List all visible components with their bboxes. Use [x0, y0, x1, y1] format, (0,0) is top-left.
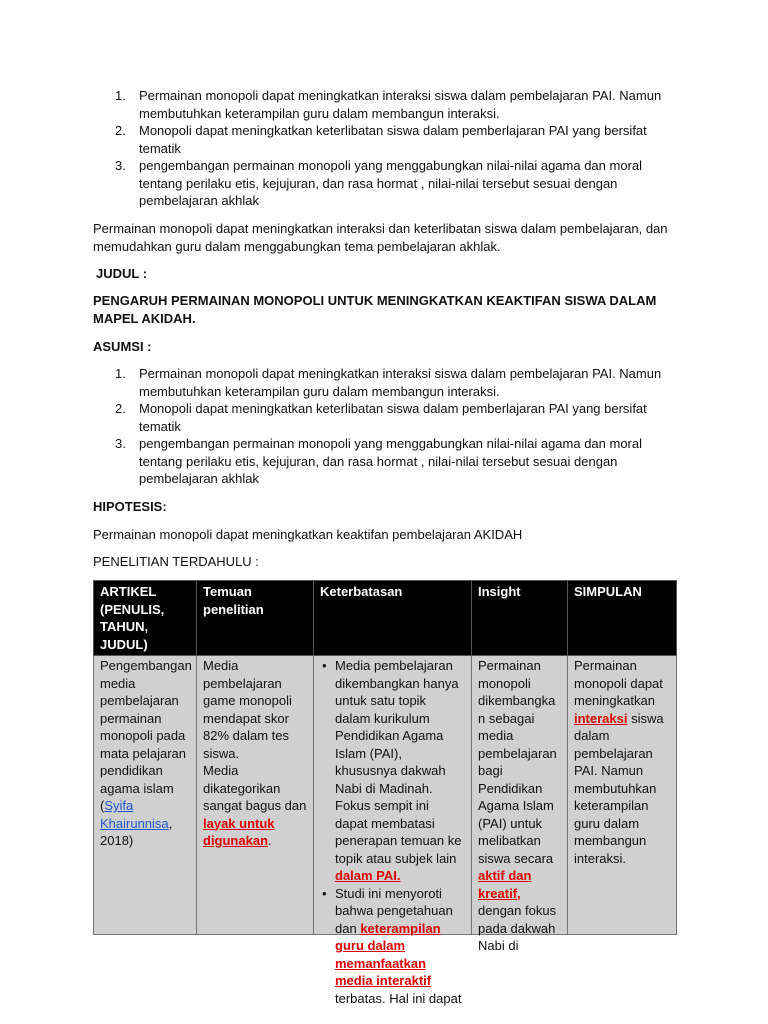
simpulan-text-2: siswa dalam pembelajaran PAI. Namun membutuhkan keterampilan guru dalam membangun interaksi. [574, 710, 664, 866]
list-item [115, 400, 684, 435]
keterbatasan-list [320, 657, 465, 1007]
judul-label: JUDUL : [96, 266, 148, 281]
list-text: pengembangan permainan monopoli yang menggabungkan nilai-nilai agama dan moral tentang perilaku etis, kejujuran, dan rasa hormat , nilai-nilai tersebut sesuai dengan pembelajaran akhlak [139, 436, 643, 486]
cell-simpulan [568, 656, 677, 935]
temuan-highlight: layak untuk digunakan [203, 815, 275, 848]
temuan-end: . [268, 833, 272, 848]
header-artikel: ARTIKEL (PENULIS, TAHUN, JUDUL) [94, 581, 197, 656]
list-text: Permainan monopoli dapat meningkatkan interaksi siswa dalam pembelajaran PAI. Namun membutuhkan keterampilan guru dalam membangun interaksi. [139, 366, 662, 399]
keterbatasan-text-3: terbatas. Hal ini dapat [335, 990, 462, 1006]
list-text: pengembangan permainan monopoli yang menggabungkan nilai-nilai agama dan moral tentang perilaku etis, kejujuran, dan rasa hormat , nilai-nilai tersebut sesuai dengan pembelajaran akhlak [139, 158, 643, 208]
list-item [335, 657, 465, 885]
keterbatasan-text-2: Studi ini menyoroti bahwa pengetahuan dan [335, 885, 453, 936]
hipotesis-label: HIPOTESIS: [93, 499, 167, 514]
header-temuan: Temuan penelitian [197, 581, 314, 656]
cell-artikel [94, 656, 197, 935]
list-item [115, 435, 684, 488]
simpulan-text-1: Permainan monopoli dapat meningkatkan [574, 658, 663, 708]
keterbatasan-text-1: Media pembelajaran dikembangkan hanya untuk satu topik dalam kurikulum Pendidikan Agama Islam (PAI), khususnya dakwah Nabi di Madinah. Fokus sempit ini dapat membatasi penerapan temuan ke topik atau subjek lain [335, 658, 462, 866]
numbered-list-intro [115, 87, 684, 210]
list-number: 1. [115, 88, 126, 103]
cell-insight [472, 656, 568, 953]
insight-highlight: aktif dan kreatif, [478, 868, 532, 901]
list-item [115, 122, 684, 157]
header-keterbatasan: Keterbatasan [314, 581, 472, 656]
penelitian-label: PENELITIAN TERDAHULU : [93, 554, 259, 569]
list-number: 1. [115, 366, 126, 381]
list-item [115, 87, 684, 122]
list-number: 2. [115, 123, 126, 138]
list-text: Monopoli dapat meningkatkan keterlibatan siswa dalam pemberlajaran PAI yang bersifat tematik [139, 123, 647, 156]
simpulan-highlight: interaksi [574, 710, 628, 726]
list-item [115, 157, 684, 210]
cell-temuan [197, 656, 314, 935]
author-link[interactable]: Syifa Khairunnisa [100, 798, 169, 831]
header-insight: Insight [472, 581, 568, 656]
list-item [115, 365, 684, 400]
hipotesis-text: Permainan monopoli dapat meningkatkan keaktifan pembelajaran AKIDAH [93, 527, 523, 542]
list-number: 3. [115, 436, 126, 451]
judul-text: PENGARUH PERMAINAN MONOPOLI UNTUK MENINGKATKAN KEAKTIFAN SISWA DALAM MAPEL AKIDAH. [93, 293, 657, 326]
list-number: 3. [115, 158, 126, 173]
cell-keterbatasan [314, 656, 472, 1006]
list-item [335, 885, 465, 1008]
summary-paragraph: Permainan monopoli dapat meningkatkan interaksi dan keterlibatan siswa dalam pembelajaran, dan memudahkan guru dalam menggabungkan tema pembelajaran akhlak. [93, 221, 668, 254]
insight-text-1: Permainan monopoli dikembangka n sebagai media pembelajaran bagi Pendidikan Agama Islam (PAI) untuk melibatkan siswa secara [478, 658, 557, 866]
table-header-row [94, 581, 677, 656]
list-number: 2. [115, 401, 126, 416]
artikel-year: , 2018) [100, 815, 173, 848]
temuan-text-1: Media pembelajaran game monopoli mendapat skor 82% dalam tes siswa. [203, 658, 292, 761]
research-table [93, 580, 677, 1006]
list-text: Permainan monopoli dapat meningkatkan interaksi siswa dalam pembelajaran PAI. Namun membutuhkan keterampilan guru dalam membangun interaksi. [139, 88, 662, 121]
artikel-text: Pengembangan media pembelajaran permainan monopoli pada mata pelajaran pendidikan agama islam ( [100, 658, 192, 813]
list-text: Monopoli dapat meningkatkan keterlibatan siswa dalam pemberlajaran PAI yang bersifat tematik [139, 401, 647, 434]
asumsi-label: ASUMSI : [93, 339, 152, 354]
numbered-list-asumsi [115, 365, 684, 488]
keterbatasan-highlight-2: keterampilan guru dalam memanfaatkan media interaktif [335, 920, 441, 988]
table-row [94, 656, 677, 935]
insight-text-2: dengan fokus pada dakwah Nabi di [478, 903, 557, 953]
keterbatasan-highlight-1: dalam PAI. [335, 868, 401, 883]
temuan-text-2: Media dikategorikan sangat bagus dan [203, 763, 307, 813]
header-simpulan: SIMPULAN [568, 581, 677, 656]
